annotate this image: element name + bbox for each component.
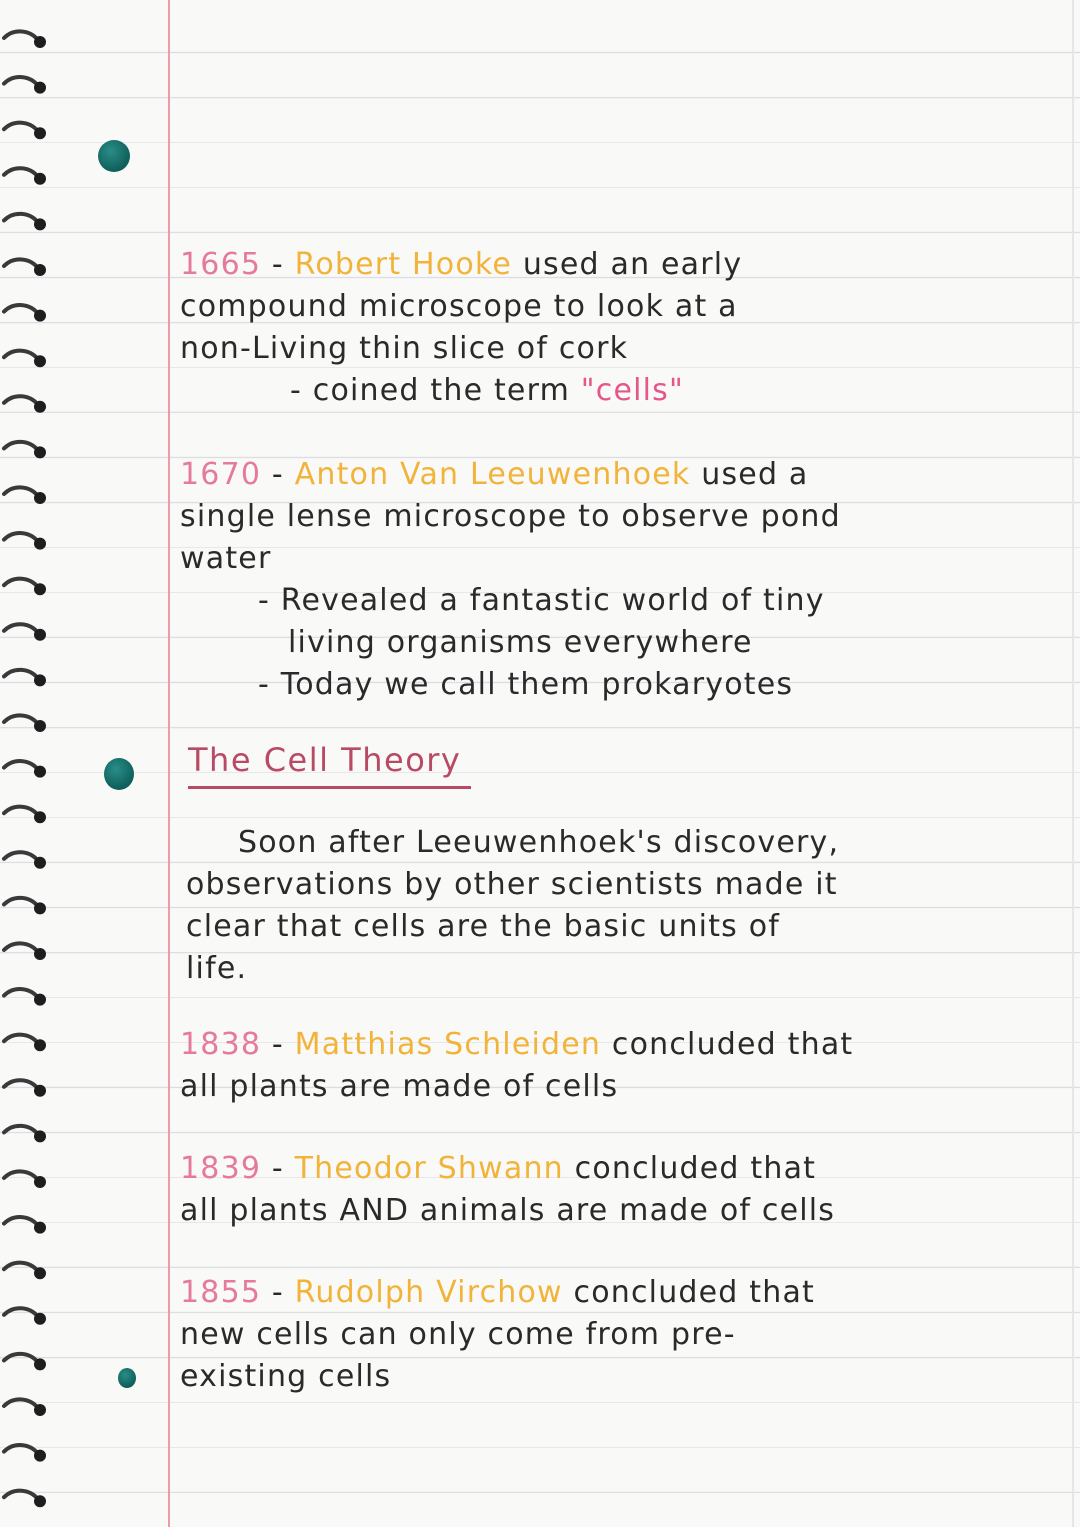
spiral-coil [4,852,38,861]
entry-line: all plants are made of cells [180,1069,619,1104]
spiral-binding [0,20,60,1520]
punch-hole-middle [104,758,134,790]
spiral-coil [4,1491,38,1500]
year: 1839 [180,1151,262,1186]
spiral-coil [4,1080,38,1089]
spiral-hole [34,994,46,1006]
entry-text: used an early [512,247,743,282]
spiral-hole [34,902,46,914]
spiral-coil [4,31,38,40]
spiral-coil [4,989,38,998]
entry-line [180,454,940,496]
spiral-coil [4,168,38,177]
spiral-hole [34,1176,46,1188]
spiral-coil [4,624,38,633]
punch-hole-bottom [118,1368,136,1388]
spiral-hole [34,355,46,367]
paragraph-line: Soon after Leeuwenhoek's discovery, [238,825,840,860]
spiral-hole [34,1130,46,1142]
spiral-coil [4,214,38,223]
spiral-hole [34,1222,46,1234]
spiral-coil [4,1354,38,1363]
punch-hole-top [98,140,130,172]
spiral-hole [34,218,46,230]
highlight-term: "cells" [580,373,685,408]
spiral-coil [4,442,38,451]
spiral-hole [34,811,46,823]
spiral-hole [34,446,46,458]
entry-text: used a [690,457,809,492]
spiral-coil [4,898,38,907]
year: 1665 [180,247,262,282]
spiral-coil [4,351,38,360]
spiral-hole [34,1313,46,1325]
spiral-hole [34,629,46,641]
scientist-name: Anton Van Leeuwenhoek [294,457,691,492]
paragraph-line: observations by other scientists made it [186,867,838,902]
spiral-hole [34,264,46,276]
spiral-coil [4,807,38,816]
year: 1838 [180,1027,262,1062]
spiral-coil [4,396,38,405]
entry-hooke [180,244,940,412]
separator: - [261,1151,295,1186]
spiral-hole [34,766,46,778]
margin-line [168,0,170,1527]
spiral-hole [34,36,46,48]
scientist-name: Theodor Shwann [294,1151,564,1186]
spiral-hole [34,1495,46,1507]
spiral-coil [4,715,38,724]
spiral-hole [34,127,46,139]
cell-theory-paragraph [186,822,946,990]
page-edge [1072,0,1074,1527]
entry-bullet: - Today we call them prokaryotes [258,667,794,702]
spiral-coil [4,1035,38,1044]
entry-text: concluded that [562,1275,816,1310]
spiral-coil [4,1308,38,1317]
spiral-coil [4,259,38,268]
entry-text: concluded that [601,1027,854,1062]
spiral-hole [34,1085,46,1097]
spiral-hole [34,310,46,322]
entry-text: - coined the term [290,373,581,408]
entry-bullet-continued: living organisms everywhere [288,625,753,660]
spiral-hole [34,173,46,185]
separator: - [261,457,295,492]
spiral-hole [34,857,46,869]
spiral-hole [34,674,46,686]
entry-virchow [180,1272,940,1398]
spiral-coil [4,1445,38,1454]
spiral-coil [4,487,38,496]
scientist-name: Matthias Schleiden [294,1027,602,1062]
entry-line [180,1272,940,1314]
separator: - [261,247,295,282]
spiral-hole [34,1358,46,1370]
entry-line [180,1148,940,1190]
spiral-hole [34,1267,46,1279]
spiral-hole [34,948,46,960]
entry-schleiden [180,1024,940,1108]
spiral-coil [4,123,38,132]
spiral-hole [34,538,46,550]
spiral-coil [4,670,38,679]
section-heading: The Cell Theory [188,738,471,789]
spiral-hole [34,401,46,413]
spiral-coil [4,1171,38,1180]
spiral-coil [4,761,38,770]
entry-line: new cells can only come from pre- [180,1317,736,1352]
spiral-hole [34,492,46,504]
entry-line: all plants AND animals are made of cells [180,1193,836,1228]
spiral-coil [4,77,38,86]
year: 1855 [180,1275,262,1310]
entry-line: single lense microscope to observe pond [180,499,841,534]
entry-line: non-Living thin slice of cork [180,331,629,366]
paragraph-line: life. [186,951,248,986]
spiral-coil [4,579,38,588]
spiral-hole [34,583,46,595]
entry-text: concluded that [563,1151,817,1186]
entry-bullet [180,370,940,412]
spiral-hole [34,82,46,94]
entry-line: water [180,541,272,576]
separator: - [261,1275,295,1310]
entry-leeuwenhoek [180,454,940,706]
year: 1670 [180,457,262,492]
entry-line: compound microscope to look at a [180,289,738,324]
spiral-coil [4,1263,38,1272]
entry-bullet: - Revealed a fantastic world of tiny [258,583,825,618]
spiral-hole [34,720,46,732]
spiral-hole [34,1450,46,1462]
scientist-name: Robert Hooke [294,247,513,282]
spiral-coil [4,1126,38,1135]
spiral-coil [4,943,38,952]
spiral-coil [4,305,38,314]
spiral-hole [34,1404,46,1416]
entry-schwann [180,1148,940,1232]
spiral-coil [4,1217,38,1226]
entry-line [180,244,940,286]
spiral-hole [34,1039,46,1051]
spiral-coil [4,1399,38,1408]
entry-line: existing cells [180,1359,392,1394]
scientist-name: Rudolph Virchow [294,1275,563,1310]
paragraph-line: clear that cells are the basic units of [186,909,781,944]
separator: - [261,1027,295,1062]
spiral-coil [4,533,38,542]
entry-line [180,1024,940,1066]
